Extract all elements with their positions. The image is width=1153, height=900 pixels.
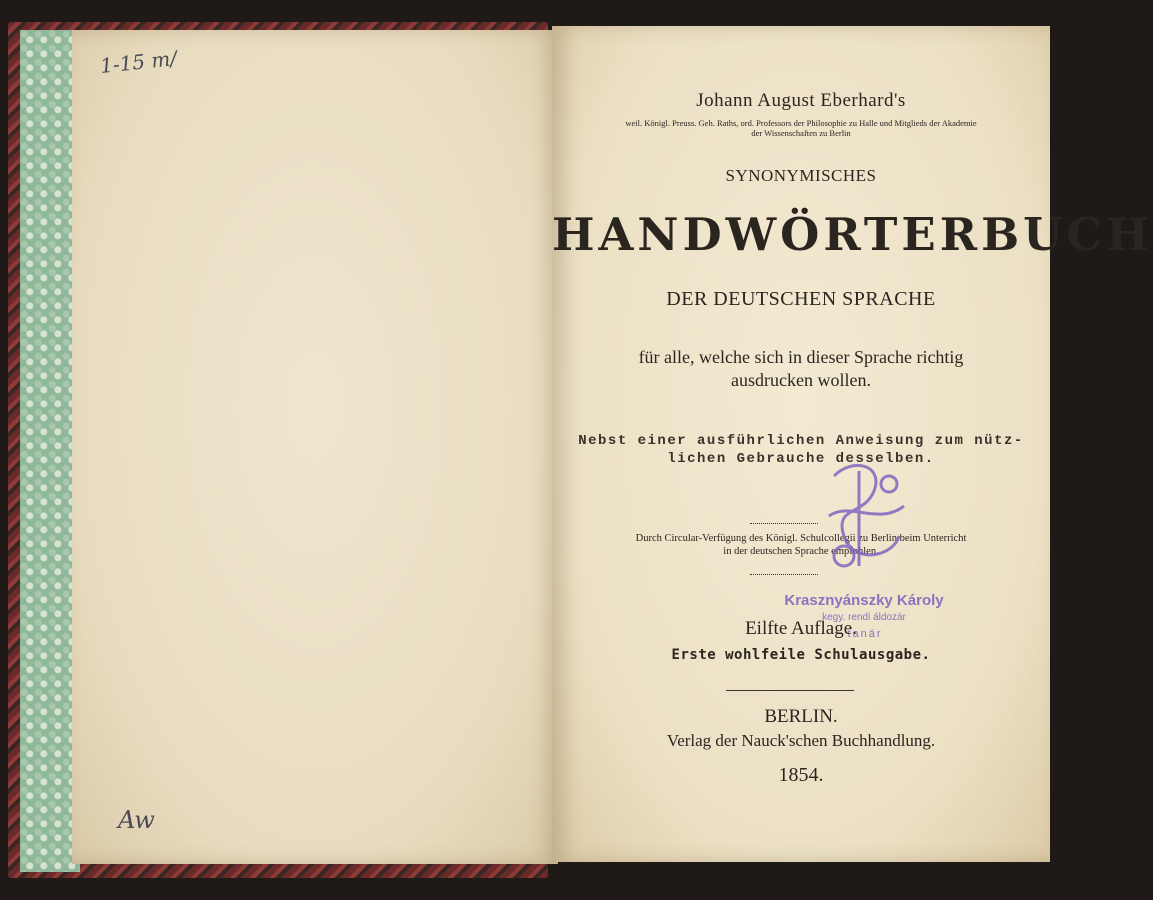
publication-year: 1854.	[778, 764, 824, 786]
author-line: Johann August Eberhard's	[696, 90, 906, 111]
instructions-line-2: lichen Gebrauche desselben.	[667, 451, 935, 467]
subtitle: DER DEUTSCHEN SPRACHE	[666, 288, 936, 310]
school-edition-line: Erste wohlfeile Schulausgabe.	[671, 647, 931, 663]
owner-stamp-name: Krasznyánszky Károly	[784, 592, 944, 609]
place-of-publication: BERLIN.	[764, 706, 838, 727]
handwritten-note-top: 1-15 т/	[98, 46, 179, 78]
synonym-heading: SYNONYMISCHES	[725, 166, 877, 185]
circular-text	[552, 532, 1050, 558]
circular-line-2: in der deutschen Sprache empfohlen.	[723, 546, 879, 557]
edition-line: Eilfte Auflage.	[745, 618, 857, 639]
author-credentials	[552, 118, 1050, 138]
marbled-endpaper	[20, 30, 80, 872]
purpose-line-1: für alle, welche sich in dieser Sprache richtig	[638, 347, 964, 367]
credentials-line-1: weil. Königl. Preuss. Geh. Raths, ord. Professors der Philosophie zu Halle und Mitglieds der Akademie	[625, 118, 977, 128]
separator-rule	[726, 690, 854, 691]
purpose-line-2: ausdrucken wollen.	[731, 370, 871, 390]
credentials-line-2: der Wissenschaften zu Berlin	[751, 128, 851, 138]
main-title: HANDWÖRTERBUCH	[552, 208, 1153, 261]
publisher-line: Verlag der Nauck'schen Buchhandlung.	[666, 731, 936, 750]
title-page	[552, 26, 1153, 862]
instructions-line-1: Nebst einer ausführlichen Anweisung zum nütz-	[578, 433, 1024, 449]
owner-stamp-line-2: kegy. rendi áldozár	[822, 612, 906, 623]
ornamental-rule-top	[750, 523, 818, 528]
ornamental-rule-bottom	[750, 574, 818, 579]
monogram-stamp	[814, 456, 914, 582]
circular-line-1: Durch Circular-Verfügung des Königl. Schulcollegii zu Berlin beim Unterricht	[635, 533, 967, 544]
instructions-text	[552, 432, 1050, 468]
purpose-text	[552, 346, 1050, 392]
owner-stamp-line-3: tanár	[847, 628, 883, 640]
left-flyleaf-page	[72, 30, 558, 864]
handwritten-note-bottom: Aw	[118, 806, 155, 834]
